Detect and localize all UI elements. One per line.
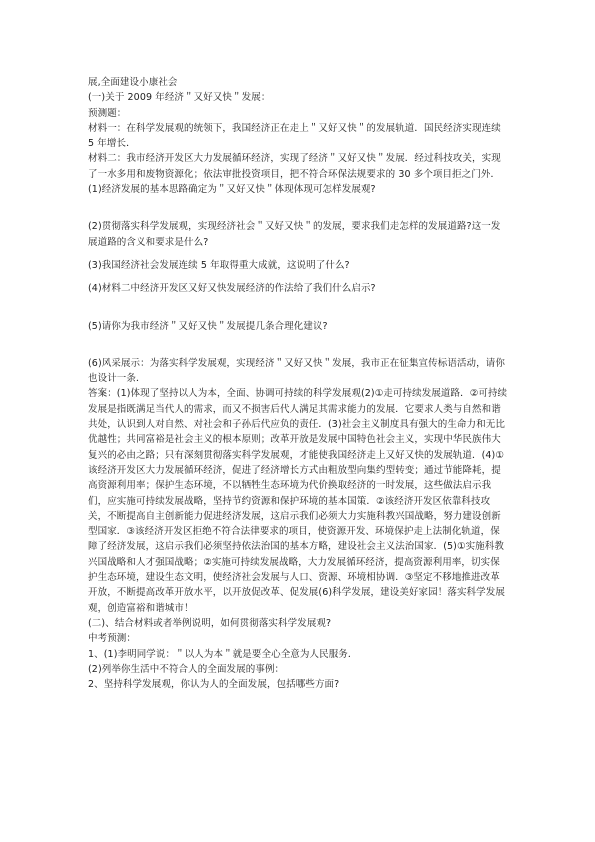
section-two-title: (二)、结合材料或者举例说明，如何贯彻落实科学发展观? bbox=[88, 617, 332, 629]
document-page bbox=[88, 75, 508, 692]
question-5: (5)请你为我市经济＂又好又快＂发展提几条合理化建议? bbox=[88, 320, 328, 332]
prediction-1: 1、(1)李明同学说：＂以人为本＂就是要全心全意为人民服务． bbox=[88, 648, 358, 660]
question-4: (4)材料二中经济开发区又好又快发展经济的作法给了我们什么启示? bbox=[88, 283, 376, 295]
question-2: (2)贯彻落实科学发展观，实现经济社会＂又好又快＂的发展，要求我们走怎样的发展道路?这一发展道路的含义和要求是什么? bbox=[88, 221, 501, 248]
material-two: 材料二：我市经济开发区大力发展循环经济，实现了经济＂又好又快＂发展．经过科技攻关，实现了一水多用和废物资源化；依法审批投资项目，把不符合环保法规要求的 30 多个项目拒之门外． bbox=[88, 153, 501, 180]
prediction-2: 2、坚持科学发展观，你认为人的全面发展，包括哪些方面? bbox=[88, 679, 340, 691]
question-6: (6)风采展示：为落实科学发展观，实现经济＂又好又快＂发展，我市正在征集宣传标语活动，请你也设计一条． bbox=[88, 357, 505, 385]
section-one-title: (一)关于 2009 年经济＂又好又快＂发展： bbox=[88, 92, 271, 104]
material-one: 材料一：在科学发展观的统领下，我国经济正在走上＂又好又快＂的发展轨道．国民经济实现连续 5 年增长． bbox=[88, 122, 504, 150]
document-heading: 展,全面建设小康社会 bbox=[88, 77, 178, 88]
forecast-label: 预测题： bbox=[88, 107, 127, 119]
question-3: (3)我国经济社会发展连续 5 年取得重大成就，这说明了什么? bbox=[88, 259, 350, 271]
answer-block: 答案：(1)体现了坚持以人为本，全面、协调可持续的科学发展观(2)①走可持续发展道路．②可持续发展是指既满足当代人的需求，而又不损害后代人满足其需求能力的发展．它要求人类与自然和谐共处，认识到人对自然、对社会和子孙后代应负的责任．(3)社会主义制度具有强大的生命力和无比优越性；共同富裕是社会主义的根本原则；改革开放是发展中国特色社会主义，实现中华民族伟大复兴的必由之路；只有深刻贯彻落实科学发展观，才能使我国经济走上又好又快的发展轨道．(4)①该经济开发区大力发展循环经济，促进了经济增长方式由粗放型向集约型转变；通过节能降耗，提高资源利用率；保护生态环境，不以牺牲生态环境为代价换取经济的一时发展，这些做法启示我们，应实施可持续发展战略，坚持节约资源和保护环境的基本国策．②该经济开发区依靠科技攻关，不断提高自主创新能力促进经济发展，这启示我们必须大力实施科教兴国战略，努力建设创新型国家．③该经济开发区拒绝不符合法律要求的项目，使资源开发、环境保护走上法制化轨道，保障了经济发展，这启示我们必须坚持依法治国的基本方略，建设社会主义法治国家．(5)①实施科教兴国战略和人才强国战略；②实施可持续发展战略，大力发展循环经济，提高资源利用率，切实保护生态环境，建设生态文明，使经济社会发展与人口、资源、环境相协调．③坚定不移地推进改革开放，不断提高改革开放水平，以开放促改革、促发展(6)科学发展，建设美好家园！落实科学发展观，创造富裕和谐城市！ bbox=[88, 388, 508, 614]
prediction-1b: (2)列举你生活中不符合人的全面发展的事例： bbox=[88, 663, 285, 675]
zhongkao-label: 中考预测： bbox=[88, 633, 137, 645]
question-1: (1)经济发展的基本思路确定为＂又好又快＂体现体现可怎样发展观? bbox=[88, 184, 376, 196]
